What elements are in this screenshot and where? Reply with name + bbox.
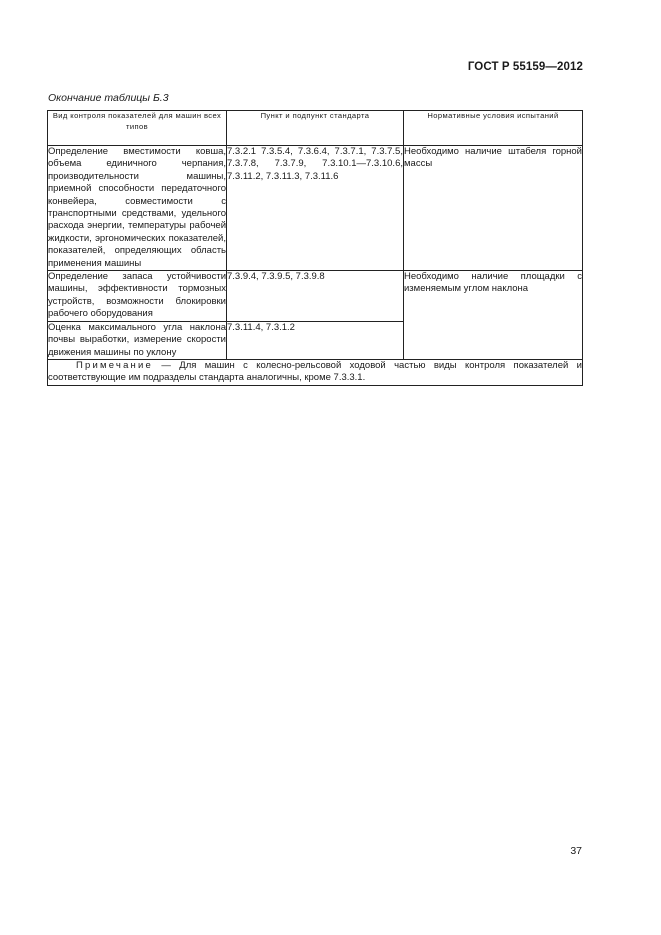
note-text: — Для машин с колесно-рельсовой ходовой частью виды контроля показателей и соответствующие им подразделы стандарта аналогичны, кроме 7.3.3.1.: [48, 359, 582, 384]
cell-clauses: 7.3.11.4, 7.3.1.2: [227, 321, 404, 359]
standard-code: ГОСТ Р 55159—2012: [467, 61, 583, 73]
table-note-row: [48, 359, 583, 385]
cell-indicator: Определение запаса устойчивости машины, эффективности тормозных устройств, возможности блокировки рабочего оборудования: [48, 271, 226, 320]
cell-indicator: Определение вместимости ковша, объема единичного черпания, производительности машины, приемной способности передаточного конвейера, совместимости с транспортными средствами, удельного расхода энергии, температуры рабочей жидкости, эргономических показателей, показателей, определяющих область применения машины: [48, 146, 226, 269]
conformity-table: [47, 110, 583, 386]
page-number: 37: [570, 845, 582, 857]
cell-conditions: Необходимо наличие площадки с изменяемым углом наклона: [404, 271, 583, 360]
column-header-indicator: Вид контроля показателей для машин всех типов: [48, 111, 227, 146]
column-header-conditions: Нормативные условия испытаний: [404, 111, 583, 146]
table-row: [48, 271, 583, 322]
column-header-clauses: Пункт и подпункт стандарта: [227, 111, 404, 146]
table-row: [48, 146, 583, 271]
table-caption: Окончание таблицы Б.3: [48, 92, 169, 104]
note-label: Примечание: [76, 359, 153, 371]
table-header-row: [48, 111, 583, 146]
cell-conditions: Необходимо наличие штабеля горной массы: [404, 146, 583, 271]
table-note: [48, 359, 583, 385]
cell-indicator: Оценка максимального угла наклона почвы выработки, измерение скорости движения машины по уклону: [48, 321, 226, 358]
cell-clauses: 7.3.9.4, 7.3.9.5, 7.3.9.8: [227, 271, 404, 322]
cell-clauses: 7.3.2.1 7.3.5.4, 7.3.6.4, 7.3.7.1, 7.3.7.5, 7.3.7.8, 7.3.7.9, 7.3.10.1—7.3.10.6, 7.3.11.2, 7.3.11.3, 7.3.11.6: [227, 146, 404, 271]
